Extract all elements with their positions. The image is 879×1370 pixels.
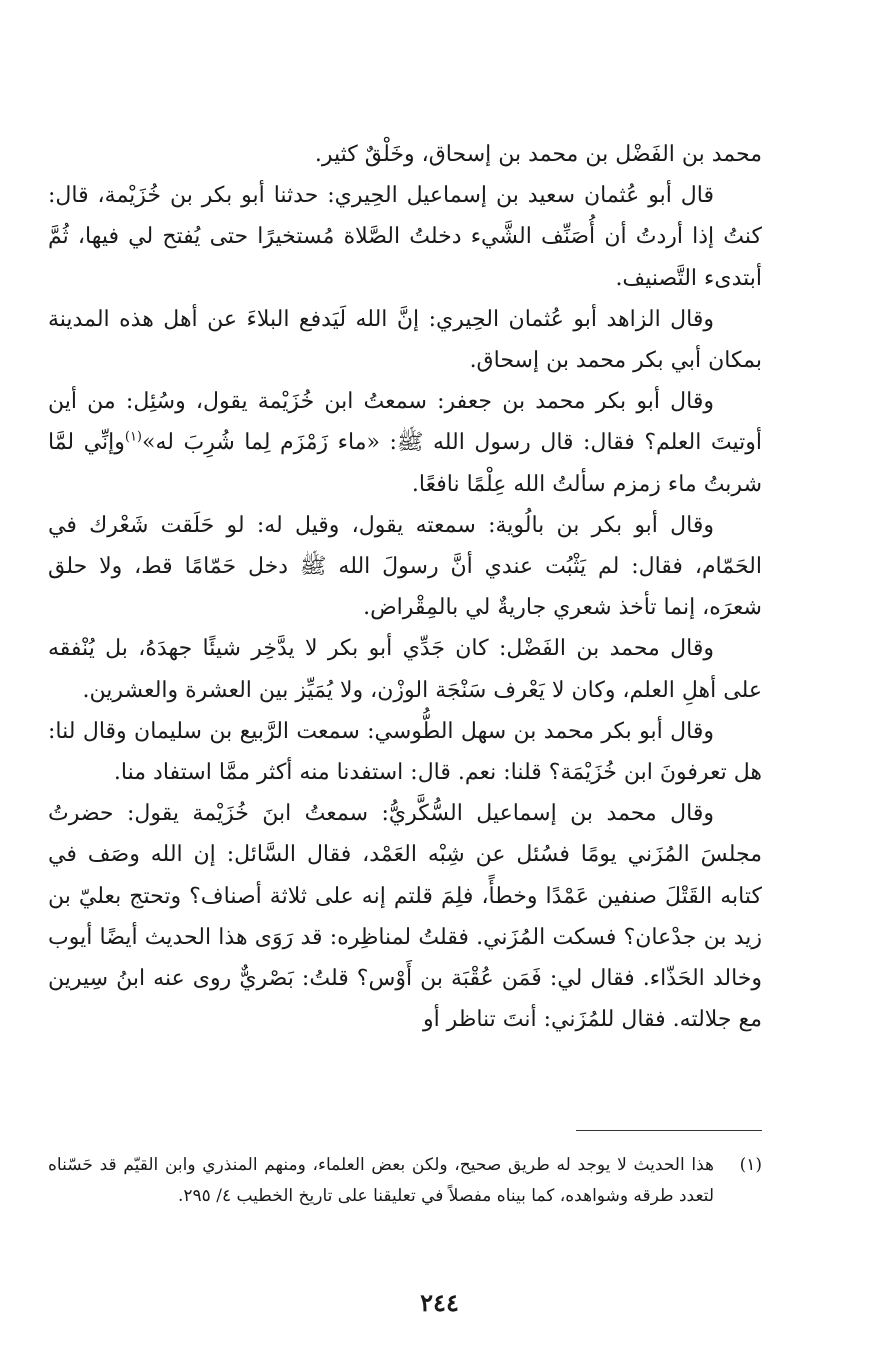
footnote-number: (١) xyxy=(739,1155,762,1175)
paragraph: وقال أبو بكر بن بالُوية: سمعته يقول، وقيل له: لو حَلَقت شَعْرك في الحَمّام، فقال: لم يَثْبُت عندي أنَّ رسولَ الله ﷺ دخل حَمّامًا قط، ولا حلق شعرَه، إنما تأخذ شعري جاريةٌ لي بالمِقْراض. xyxy=(48,512,762,621)
paragraph: وقال أبو بكر محمد بن سهل الطُّوسي: سمعت الرَّبيع بن سليمان وقال لنا: هل تعرفونَ ابن خُزَيْمَة؟ قلنا: نعم. قال: استفدنا منه أكثر ممَّا استفاد منا. xyxy=(48,718,762,786)
main-text xyxy=(48,134,762,1040)
paragraph: وقال الزاهد أبو عُثمان الحِيري: إنَّ الله لَيَدفع البلاءَ عن أهل هذه المدينة بمكان أبي بكر محمد بن إسحاق. xyxy=(48,306,762,374)
page-number: ٢٤٤ xyxy=(420,1288,459,1317)
footnote xyxy=(48,1150,762,1212)
paragraph-text: وإنِّي لمَّا شربتُ ماء زمزم سألتُ الله عِلْمًا نافعًا. xyxy=(48,430,762,497)
footnote-reference[interactable]: (١) xyxy=(124,430,142,446)
footnote-separator xyxy=(576,1130,762,1131)
paragraph: وقال محمد بن إسماعيل السُّكَّريُّ: سمعتُ ابنَ خُزَيْمة يقول: حضرتُ مجلسَ المُزَني يومًا فسُئل عن شِبْه العَمْد، فقال السَّائل: إن الله وصَف في كتابه القَتْلَ صنفين عَمْدًا وخطأً، فلِمَ قلتم إنه على ثلاثة أصناف؟ وتحتج بعليّ بن زيد بن جدْعان؟ فسكت المُزَني. فقلتُ لمناظِره: قد رَوَى هذا الحديث أيضًا أيوب وخالد الحَذّاء. فقال لي: فَمَن عُقْبَة بن أَوْس؟ قلتُ: بَصْريٌّ روى عنه ابنُ سِيرين مع جلالته. فقال للمُزَني: أنتَ تناظر أو xyxy=(48,801,762,1033)
paragraph xyxy=(48,381,762,505)
paragraph: قال أبو عُثمان سعيد بن إسماعيل الحِيري: حدثنا أبو بكر بن خُزَيْمة، قال: كنتُ إذا أردتُ أن أُصَنِّف الشَّيء دخلتُ الصَّلاة مُستخيرًا حتى يُفتح لي فيها، ثُمَّ أبتدىء التَّصنيف. xyxy=(48,183,762,291)
paragraph: وقال محمد بن الفَضْل: كان جَدِّي أبو بكر لا يدَّخِر شيئًا جهدَهُ، بل يُنْفقه على أهلِ العلم، وكان لا يَعْرف سَنْجَة الوزْن، ولا يُمَيِّز بين العشرة والعشرين. xyxy=(48,636,762,703)
footnotes xyxy=(48,1150,762,1212)
footnote-text: هذا الحديث لا يوجد له طريق صحيح، ولكن بعض العلماء، ومنهم المنذري وابن القيّم قد حَسّناه لتعدد طرقه وشواهده، كما بيناه مفصلاً في تعليقنا على تاريخ الخطيب ٤/ ٢٩٥. xyxy=(48,1155,714,1206)
paragraph: محمد بن الفَضْل بن محمد بن إسحاق، وخَلْقٌ كثير. xyxy=(314,142,762,167)
paragraph-text: وقال أبو بكر محمد بن جعفر: سمعتُ ابن خُزَيْمة يقول، وسُئِل: من أين أوتيتَ العلم؟ فقال: قال رسول الله ﷺ: «ماء زَمْزَم لِما شُرِبَ له» xyxy=(48,389,762,456)
